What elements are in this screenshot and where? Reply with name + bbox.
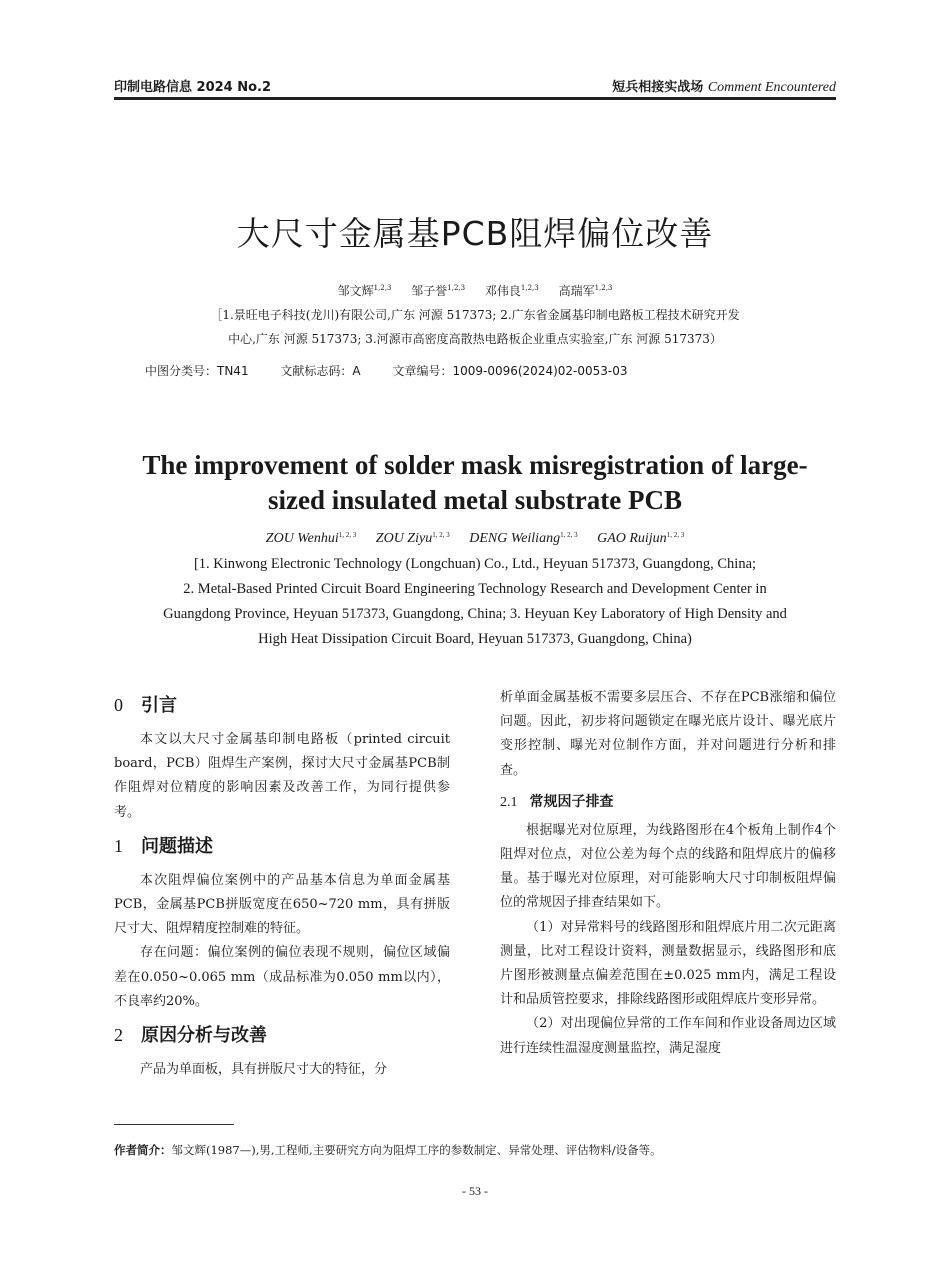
footnote-label: 作者简介： bbox=[114, 1143, 172, 1157]
author-cn: 邓伟良$^{1,2,3}$ bbox=[484, 284, 539, 298]
affiliation-en-line: 2. Metal-Based Printed Circuit Board Engineering Technology Research and Development Center in bbox=[183, 581, 767, 597]
affiliation-en-line: High Heat Dissipation Circuit Board, Heyuan 517373, Guangdong, China) bbox=[258, 631, 692, 647]
paragraph: 存在问题：偏位案例的偏位表现不规则，偏位区域偏差在0.050~0.065 mm（成品标准为0.050 mm以内），不良率约20%。 bbox=[114, 945, 450, 1009]
section-heading-2: 2 原因分析与改善 bbox=[114, 1025, 267, 1047]
author-bio-footnote bbox=[114, 1142, 662, 1158]
paragraph: （1）对异常料号的线路图形和阻焊底片用二次元距离测量，比对工程设计资料，测量数据显示，线路图形和底片图形被测量点偏差范围在±0.025 mm内，满足工程设计和品质管控要求，排除线路图形或阻焊底片变形异常。 bbox=[500, 919, 836, 1008]
left-column bbox=[114, 686, 450, 1082]
section-heading-0: 0 引言 bbox=[114, 695, 177, 716]
title-cn: 大尺寸金属基PCB阻焊偏位改善 bbox=[236, 214, 714, 253]
paragraph: 产品为单面板，具有拼版尺寸大的特征，分 bbox=[140, 1062, 388, 1078]
affiliation-en-line: Guangdong Province, Heyuan 517373, Guangdong, China; 3. Heyuan Key Laboratory of High Density and bbox=[163, 606, 787, 622]
header-rule bbox=[114, 97, 836, 100]
title-en-line: sized insulated metal substrate PCB bbox=[268, 485, 682, 515]
author-cn: 邹文辉$^{1,2,3}$ bbox=[337, 284, 392, 298]
footnote-text: 邹文辉(1987—),男,工程师,主要研究方向为阻焊工序的参数制定、异常处理、评估物料/设备等。 bbox=[171, 1143, 662, 1157]
paragraph: 本文以大尺寸金属基印制电路板（printed circuit board，PCB）阻焊生产案例，探讨大尺寸金属基PCB制作阻焊对位精度的影响因素及改善工作，为同行提供参考。 bbox=[114, 732, 450, 820]
author-en: ZOU Wenhui$^{1, 2, 3}$ bbox=[265, 531, 357, 546]
section-heading-1: 1 问题描述 bbox=[114, 835, 213, 857]
affiliation-cn-line: ［1.景旺电子科技(龙川)有限公司,广东 河源 517373; 2.广东省金属基印制电路板工程技术研究开发 bbox=[210, 308, 740, 322]
paragraph: 析单面金属基板不需要多层压合、不存在PCB涨缩和偏位问题。因此，初步将问题锁定在曝光底片设计、曝光底片变形控制、曝光对位制作方面，并对问题进行分析和排查。 bbox=[500, 690, 836, 778]
author-cn: 邹子誉$^{1,2,3}$ bbox=[411, 284, 466, 298]
author-en: ZOU Ziyu$^{1, 2, 3}$ bbox=[375, 531, 450, 546]
document-code: 文献标志码：A bbox=[280, 364, 361, 378]
title-en-line: The improvement of solder mask misregistration of large- bbox=[142, 450, 808, 480]
column-name-en: Comment Encountered bbox=[707, 80, 836, 95]
article-number: 文章编号：1009-0096(2024)02-0053-03 bbox=[392, 364, 628, 378]
column-header bbox=[612, 76, 836, 96]
author-en: DENG Weiliang$^{1, 2, 3}$ bbox=[469, 531, 578, 546]
right-column bbox=[500, 686, 836, 1061]
authors-en bbox=[0, 531, 950, 547]
journal-header: 印制电路信息 2024 No.2 bbox=[114, 80, 272, 95]
affiliation-en-line: [1. Kinwong Electronic Technology (Longchuan) Co., Ltd., Heyuan 517373, Guangdong, China; bbox=[193, 556, 757, 572]
subsection-heading-2-1: 2.1 常规因子排查 bbox=[500, 793, 614, 810]
paragraph: 根据曝光对位原理，为线路图形在4个板角上制作4个阻焊对位点，对位公差为每个点的线路和阻焊底片的偏移量。基于曝光对位原理，对可能影响大尺寸印制板阻焊偏位的常规因子排查结果如下。 bbox=[500, 822, 836, 911]
paragraph: （2）对出现偏位异常的工作车间和作业设备周边区域进行连续性温湿度测量监控，满足湿度 bbox=[500, 1016, 836, 1056]
clc-number: 中图分类号：TN41 bbox=[145, 364, 249, 378]
authors-cn bbox=[0, 282, 950, 299]
page-number: - 53 - bbox=[462, 1184, 488, 1198]
author-en: GAO Ruijun$^{1, 2, 3}$ bbox=[597, 531, 685, 546]
paragraph: 本次阻焊偏位案例中的产品基本信息为单面金属基PCB，金属基PCB拼版宽度在650~720 mm，具有拼版尺寸大、阻焊精度控制难的特征。 bbox=[114, 872, 450, 937]
classification-line bbox=[145, 362, 656, 379]
affiliation-cn-line: 中心,广东 河源 517373; 3.河源市高密度高散热电路板企业重点实验室,广东 河源 517373） bbox=[228, 332, 722, 346]
author-cn: 高瑞军$^{1,2,3}$ bbox=[558, 284, 613, 298]
footnote-rule bbox=[114, 1124, 234, 1125]
column-name-cn: 短兵相接实战场 bbox=[612, 80, 704, 95]
